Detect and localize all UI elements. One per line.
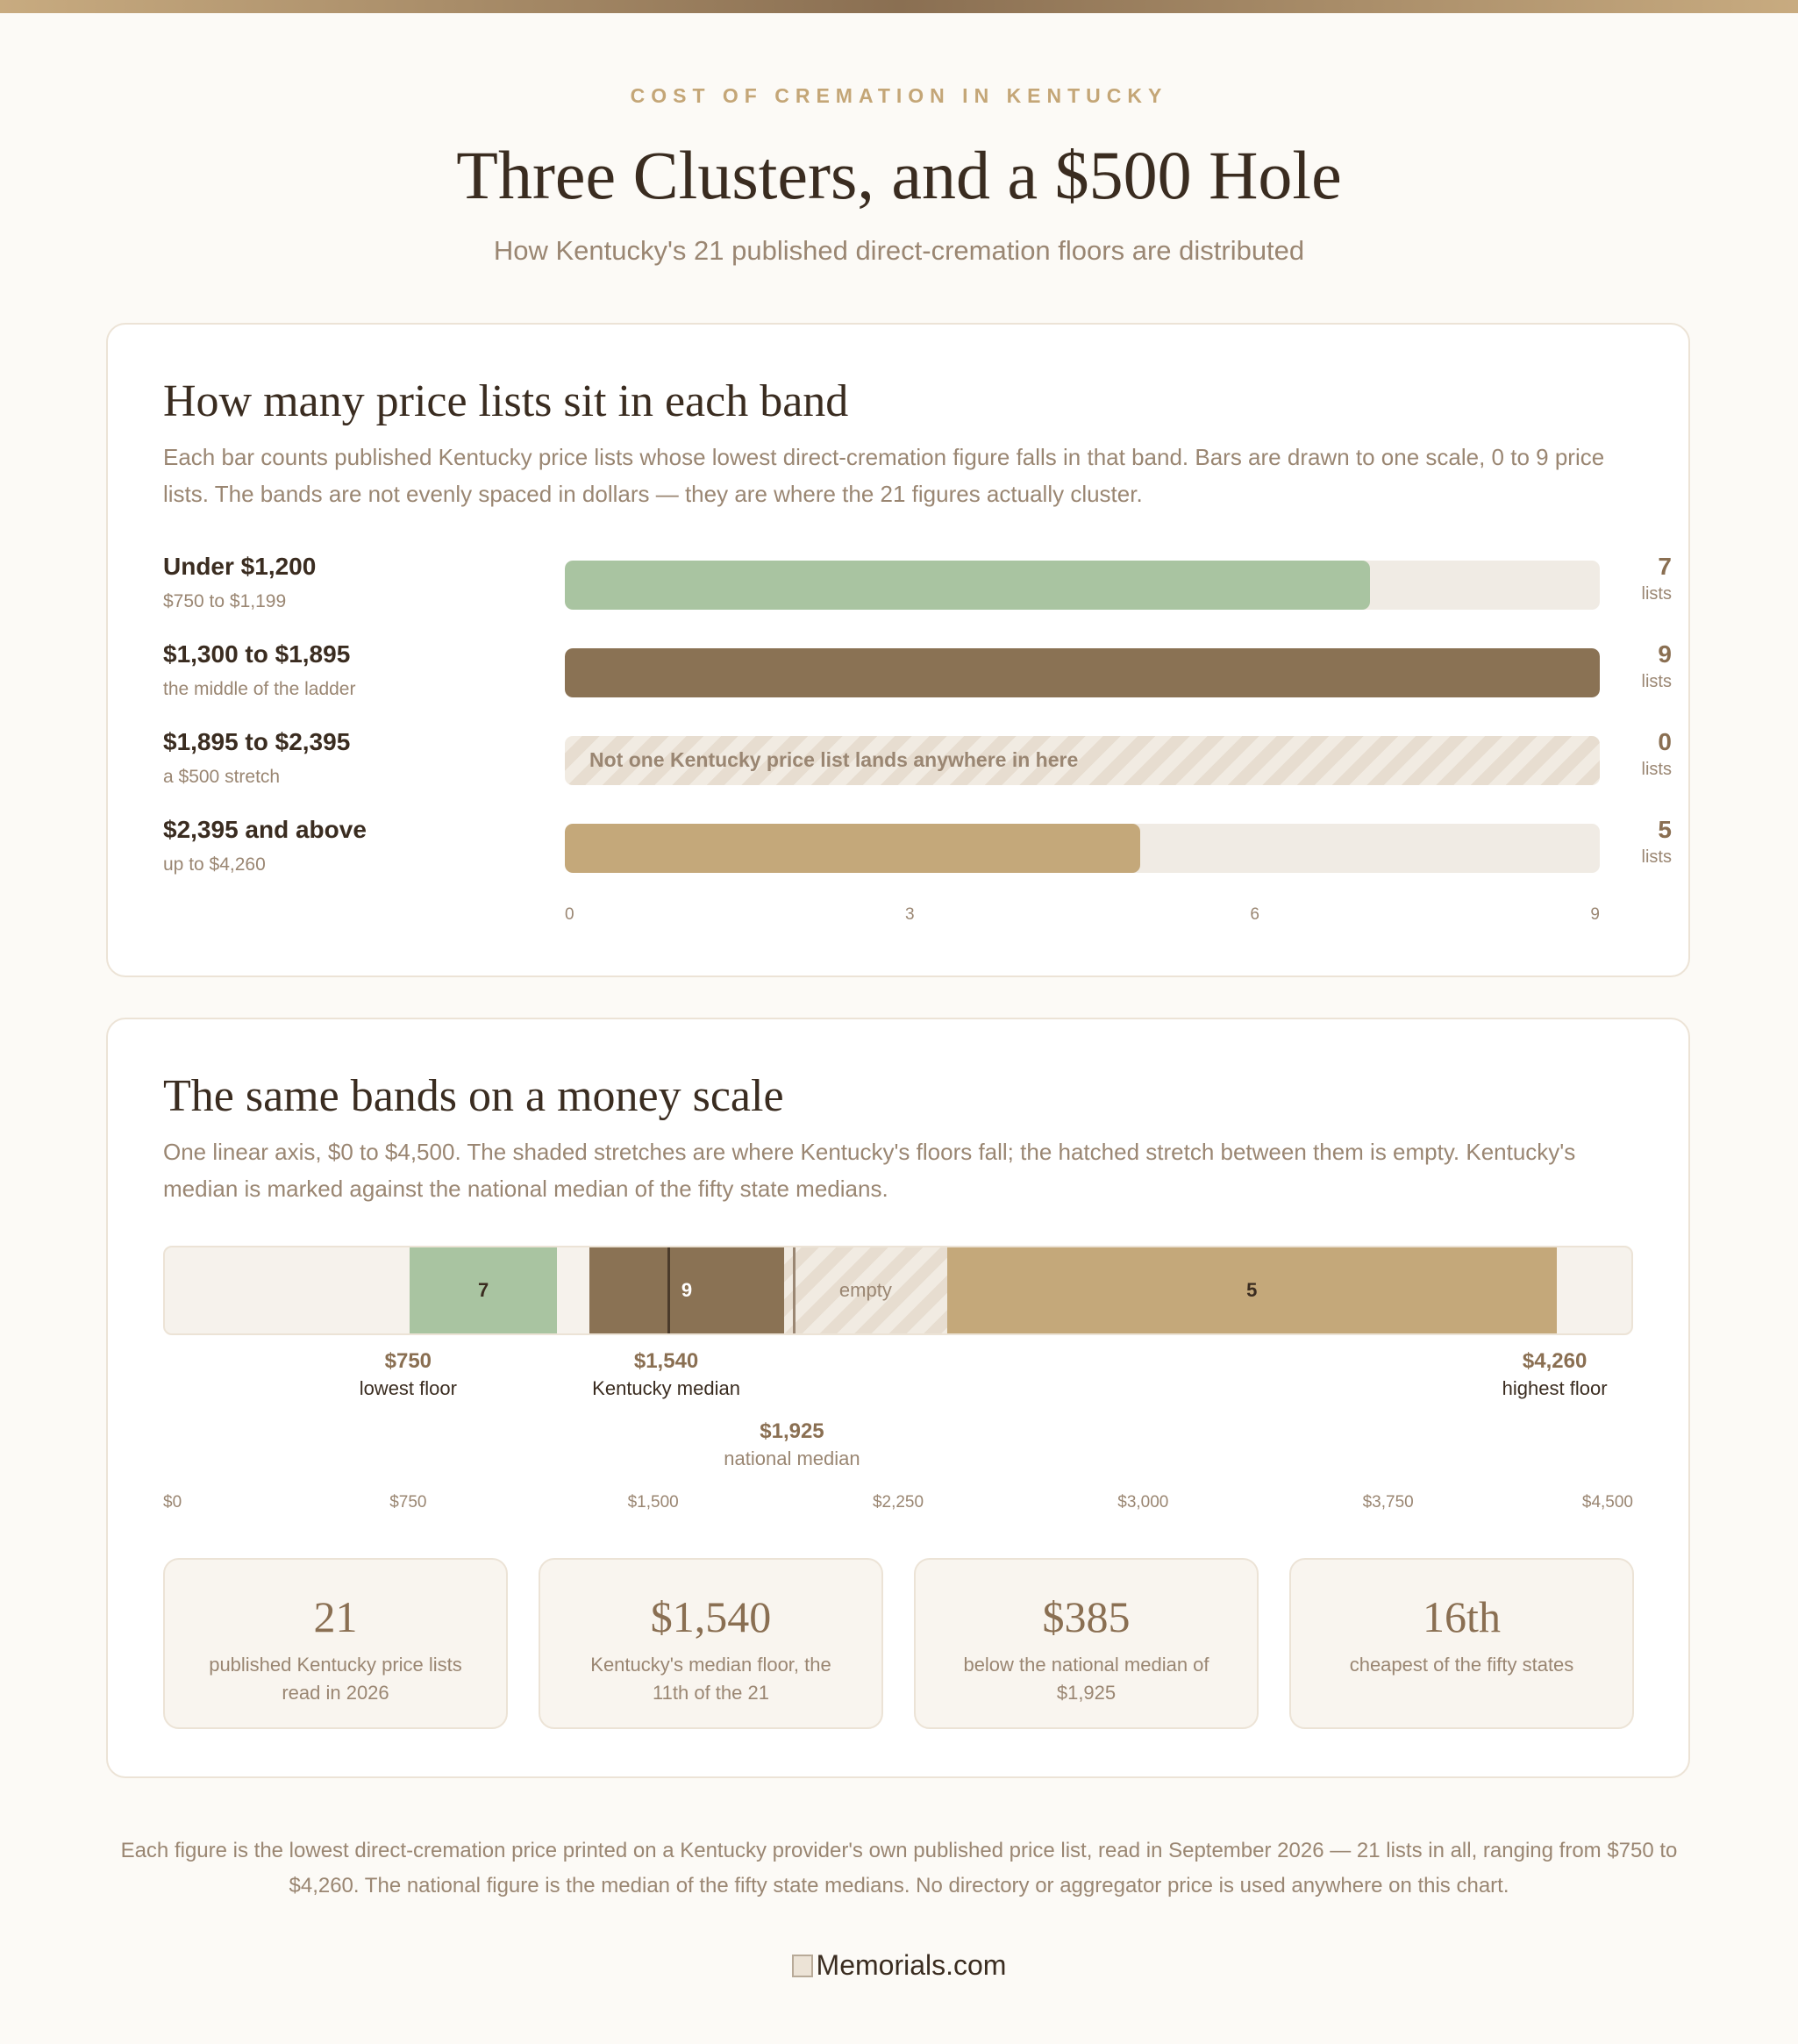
bar-track <box>565 824 1600 873</box>
bar <box>565 561 1370 610</box>
stat-label: published Kentucky price lists read in 2026 <box>209 1654 462 1704</box>
annotation-value: $1,925 <box>760 1419 824 1443</box>
stat-label: Kentucky's median floor, the 11th of the 21 <box>590 1654 831 1704</box>
axis-tick-label: 3 <box>905 905 915 924</box>
stat-label: below the national median of $1,925 <box>963 1654 1209 1704</box>
bar-unit-label: lists <box>1641 847 1672 867</box>
bar <box>565 648 1600 697</box>
money-scale-card <box>106 1018 1690 1778</box>
card-description: Each bar counts published Kentucky price lists whose lowest direct-cremation figure falls in that band. Bars are drawn to one scale, 0 to 9 price lists. The bands are not evenly spaced in dollars — they are where the 21 figures actually cluster. <box>163 444 1605 507</box>
band-label: Under $1,200 <box>163 553 317 580</box>
annotation-label: highest floor <box>1502 1377 1608 1399</box>
median-marker <box>667 1247 670 1333</box>
stat-tile <box>163 1558 508 1729</box>
brand-name: Memorials.com <box>816 1949 1007 1981</box>
footnote: Each figure is the lowest direct-cremation price printed on a Kentucky provider's own published price list, read in September 2026 — 21 lists in all, ranging from $750 to $4,260. The national figure is the median of the fifty state medians. No directory or aggregator price is used anywhere on this chart. <box>120 1839 1678 1897</box>
bar-track <box>565 561 1600 610</box>
band-sublabel: a $500 stretch <box>163 767 281 787</box>
count-axis <box>565 905 1600 932</box>
scale-annotation <box>724 1419 860 1470</box>
eyebrow: COST OF CREMATION IN KENTUCKY <box>630 84 1168 107</box>
stat-value: 21 <box>313 1592 358 1641</box>
scale-annotation <box>360 1349 457 1400</box>
axis-tick-label: $1,500 <box>627 1493 679 1512</box>
axis-tick-label: $3,000 <box>1117 1493 1169 1512</box>
stat-value: $1,540 <box>650 1592 772 1641</box>
card-description: One linear axis, $0 to $4,500. The shaded stretches are where Kentucky's floors fall; the hatched stretch between them is empty. Kentucky's median is marked against the national median of the fifty state medians. <box>163 1139 1576 1202</box>
broken-image-icon <box>792 1955 813 1977</box>
bar-track <box>565 736 1600 785</box>
brand-logo[interactable] <box>0 1949 1798 1982</box>
band-count-card <box>106 323 1690 977</box>
bar-count <box>1619 816 1672 868</box>
scale-annotation <box>1502 1349 1608 1400</box>
band-label: $2,395 and above <box>163 816 367 843</box>
bar-count <box>1619 553 1672 604</box>
bar-row <box>163 816 1672 886</box>
bar-unit-label: lists <box>1641 672 1672 691</box>
axis-tick-label: $2,250 <box>872 1493 924 1512</box>
money-scale-bar <box>163 1246 1633 1335</box>
annotation-value: $750 <box>384 1349 432 1373</box>
bar-value-label: 9 <box>1658 640 1672 668</box>
annotation-label: lowest floor <box>359 1377 457 1399</box>
stat-value: 16th <box>1423 1592 1501 1641</box>
median-marker <box>793 1247 796 1333</box>
page-subtitle: How Kentucky's 21 published direct-cremation floors are distributed <box>493 235 1305 266</box>
scale-annotation <box>592 1349 740 1400</box>
annotation-label: Kentucky median <box>592 1377 740 1399</box>
page-title: Three Clusters, and a $500 Hole <box>456 137 1342 213</box>
bar-track <box>565 648 1600 697</box>
bar-value-label: 5 <box>1658 816 1672 843</box>
bar-unit-label: lists <box>1641 760 1672 779</box>
band-sublabel: the middle of the ladder <box>163 679 356 699</box>
band-sublabel: up to $4,260 <box>163 854 266 875</box>
card-title: The same bands on a money scale <box>163 1071 784 1121</box>
axis-tick-label: $3,750 <box>1362 1493 1414 1512</box>
stat-label: cheapest of the fifty states <box>1349 1654 1574 1676</box>
axis-tick-label: 9 <box>1590 905 1600 924</box>
bar <box>565 824 1140 873</box>
band-label: $1,895 to $2,395 <box>163 728 351 755</box>
empty-band-note: Not one Kentucky price list lands anywhere in here <box>589 748 1079 771</box>
axis-tick-label: $750 <box>389 1493 427 1512</box>
axis-tick-label: $0 <box>163 1493 182 1512</box>
scale-segment: 7 <box>410 1247 557 1333</box>
stat-value: $385 <box>1042 1592 1131 1641</box>
scale-segment: 9 <box>589 1247 784 1333</box>
stat-tile <box>1289 1558 1634 1729</box>
bar-unit-label: lists <box>1641 584 1672 604</box>
bar-count <box>1619 728 1672 780</box>
scale-segment: empty <box>784 1247 947 1333</box>
bar-row <box>163 553 1672 623</box>
card-title: How many price lists sit in each band <box>163 376 849 426</box>
stat-tile <box>914 1558 1259 1729</box>
top-accent-bar <box>0 0 1798 13</box>
annotation-value: $1,540 <box>633 1349 699 1373</box>
annotation-label: national median <box>724 1447 860 1469</box>
bar-value-label: 0 <box>1658 728 1672 755</box>
bar-row <box>163 728 1672 798</box>
axis-tick-label: 0 <box>565 905 574 924</box>
bar-value-label: 7 <box>1658 553 1672 580</box>
band-sublabel: $750 to $1,199 <box>163 591 287 611</box>
annotation-value: $4,260 <box>1522 1349 1588 1373</box>
axis-tick-label: $4,500 <box>1581 1493 1633 1512</box>
band-label: $1,300 to $1,895 <box>163 640 351 668</box>
axis-tick-label: 6 <box>1250 905 1259 924</box>
bar-count <box>1619 640 1672 692</box>
scale-segment: 5 <box>947 1247 1557 1333</box>
bar-row <box>163 640 1672 711</box>
stat-tile <box>539 1558 883 1729</box>
